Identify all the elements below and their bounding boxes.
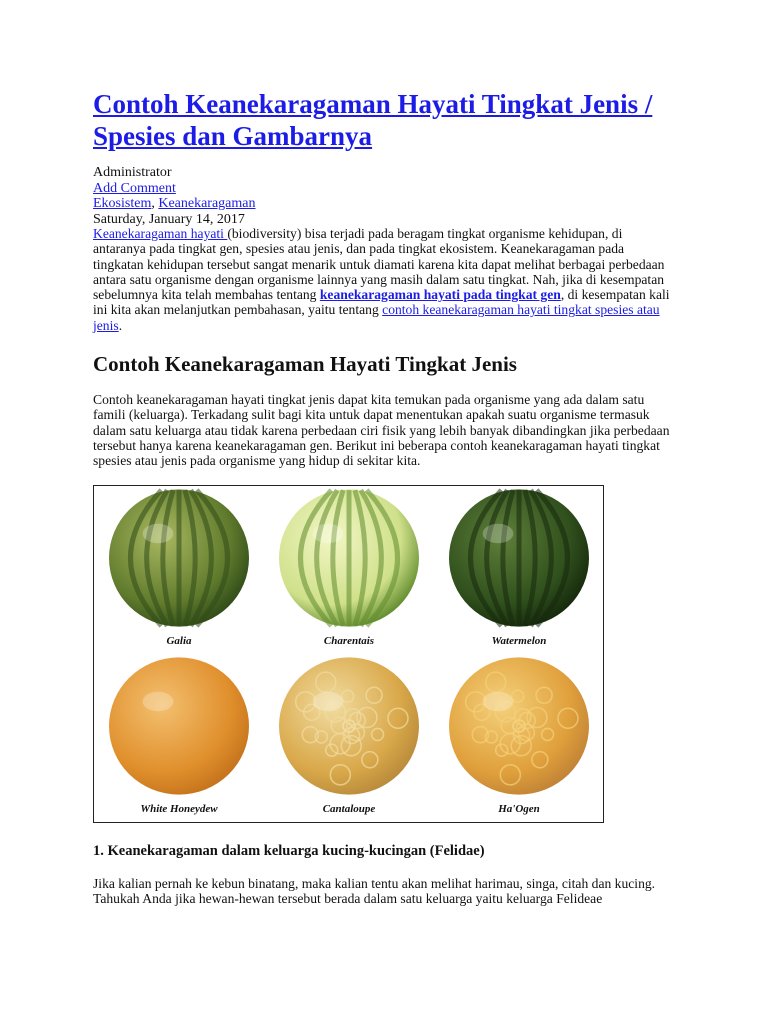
add-comment-link[interactable]: Add Comment [93, 180, 176, 196]
intro-text-2: , di kesempatan kali ini kita akan melanjutkan pembahasan, yaitu tentang [93, 287, 670, 318]
category-separator: , [151, 196, 159, 211]
intro-link-tingkat-gen[interactable]: keanekaragaman hayati pada tingkat gen [319, 287, 561, 303]
melon-varieties-image [94, 486, 603, 822]
melon-label: White Honeydew [140, 803, 218, 815]
melon-body [109, 657, 249, 794]
article-title [93, 88, 683, 152]
melon-ha-ogen [449, 657, 589, 815]
melon-varieties-figure [93, 485, 604, 823]
article-title-link[interactable]: Contoh Keanekaragaman Hayati Tingkat Jenis / Spesies dan Gambarnya [93, 89, 653, 151]
intro-paragraph [93, 226, 673, 333]
intro-link-keanekaragaman-hayati[interactable]: Keanekaragaman hayati [93, 226, 228, 241]
melon-highlight [313, 524, 344, 544]
category-list [93, 196, 256, 212]
melon-body [449, 657, 589, 794]
melon-highlight [143, 692, 174, 712]
section-heading-jenis: Contoh Keanekaragaman Hayati Tingkat Jenis [93, 352, 517, 376]
melon-galia [109, 489, 249, 647]
melon-cantaloupe [279, 657, 419, 815]
author: Administrator [93, 165, 172, 180]
melon-label: Cantaloupe [322, 803, 376, 815]
post-date: Saturday, January 14, 2017 [93, 211, 245, 227]
melon-highlight [143, 524, 174, 544]
melon-label: Ha'Ogen [498, 803, 540, 815]
melon-label: Charentais [323, 635, 375, 647]
article-meta [93, 165, 256, 227]
category-link-ekosistem[interactable]: Ekosistem [93, 196, 152, 211]
intro-text-1: (biodiversity) bisa terjadi pada beragam tingkat organisme kehidupan, di antaranya pada tingkat gen, spesies atau jenis, dan pada tingkat ekosistem. Keanekaragaman pada tingkatan kehidupan tersebut sangat menarik untuk diamati karena kita dapat melihat berbagai perbedaan antara satu organisme dengan organisme lainnya yang masih dalam satu tingkat. Nah, jika di kesempatan sebelumnya kita telah membahas tentang [93, 226, 665, 303]
melon-highlight [483, 524, 514, 544]
category-link-keanekaragaman[interactable]: Keanekaragaman [158, 196, 256, 211]
melon-charentais [279, 489, 419, 647]
melon-highlight [313, 692, 344, 712]
subsection-paragraph-felidae: Jika kalian pernah ke kebun binatang, maka kalian tentu akan melihat harimau, singa, citah dan kucing. Tahukah Anda jika hewan-hewan tersebut berada dalam satu keluarga yaitu keluarga Felideae [93, 876, 656, 907]
melon-watermelon [449, 489, 589, 647]
melon-label: Galia [166, 635, 192, 647]
melon-label: Watermelon [491, 635, 547, 647]
section-paragraph-jenis: Contoh keanekaragaman hayati tingkat jenis dapat kita temukan pada organisme yang ada dalam satu famili (keluarga). Terkadang sulit bagi kita untuk dapat menentukan apakah suatu organisme termasuk dalam satu keluarga atau tidak karena perbedaan ciri fisik yang lebih banyak dibandingkan jika perbedaan tersebut hanya karena keanekaragaman gen. Berikut ini beberapa contoh keanekaragaman hayati tingkat spesies atau jenis pada organisme yang hidup di sekitar kita. [93, 392, 670, 469]
melon-white-honeydew [109, 657, 249, 815]
intro-text-3: . [118, 317, 123, 333]
intro-link-tingkat-spesies[interactable]: contoh keanekaragaman hayati tingkat spesies atau jenis [93, 302, 660, 333]
subsection-heading-felidae: 1. Keanekaragaman dalam keluarga kucing-kucingan (Felidae) [93, 843, 485, 859]
melon-body [279, 657, 419, 794]
melon-highlight [483, 692, 514, 712]
